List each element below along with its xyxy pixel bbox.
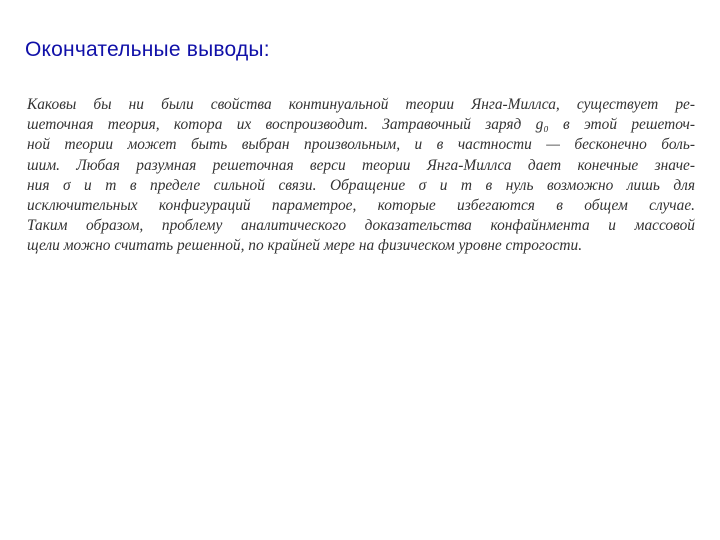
paragraph-line: Таким образом, проблему аналитического доказательства конфайнмента и массовой — [27, 217, 695, 235]
paragraph-line: шеточная теория, котора их воспроизводит. Затравочный заряд g₀ в этой решеточ- — [27, 116, 695, 134]
paragraph-line: Каковы бы ни были свойства континуальной теории Янга-Миллса, существует ре- — [27, 96, 695, 113]
paragraph-line: щели можно считать решенной, по крайней мере на физическом уровне строгости. — [27, 237, 583, 255]
paragraph-line: ной теории может быть выбран произвольным, и в частности — бесконечно боль- — [27, 136, 695, 154]
paragraph-line: исключительных конфигураций параметрое, которые избегаются в общем случае. — [27, 197, 695, 215]
paragraph-line: ния σ и m в пределе сильной связи. Обращение σ и m в нуль возможно лишь для — [27, 176, 695, 194]
conclusion-paragraph — [27, 95, 695, 257]
slide-title: Окончательные выводы: — [25, 38, 270, 61]
paragraph-line: шим. Любая разумная решеточная верси теории Янга-Миллса дает конечные значе- — [27, 156, 695, 174]
